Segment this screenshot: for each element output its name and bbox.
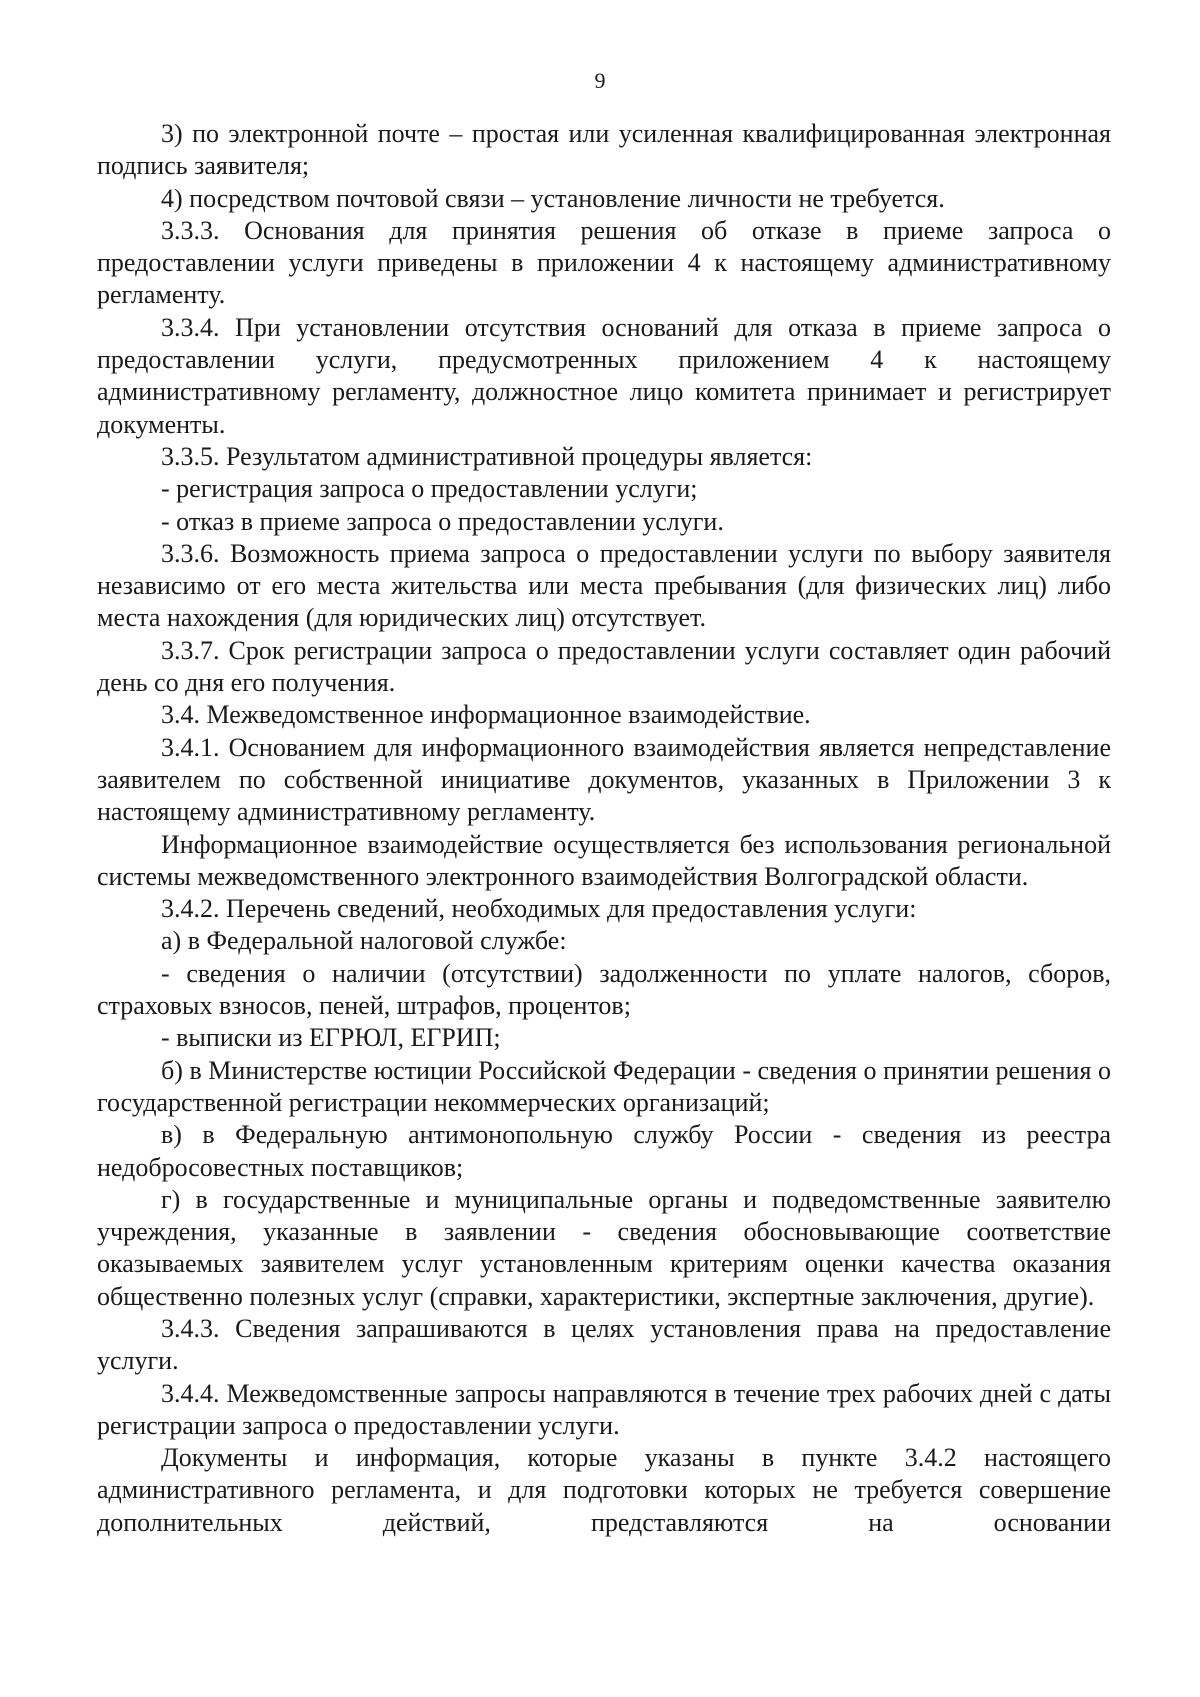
paragraph: 3.4.3. Сведения запрашиваются в целях установления права на предоставление услуги. — [97, 1313, 1111, 1376]
list-item: а) в Федеральной налоговой службе: — [161, 926, 567, 956]
list-item: - отказ в приеме запроса о предоставлении услуги. — [161, 506, 724, 536]
section-heading: 3.4. Межведомственное информационное взаимодействие. — [161, 700, 811, 730]
paragraph: 4) посредством почтовой связи – установление личности не требуется. — [161, 183, 945, 213]
paragraph: 3.3.5. Результатом административной процедуры является: — [161, 441, 813, 471]
paragraph: Документы и информация, которые указаны в пункте 3.4.2 настоящего административного регламента, и для подготовки которых не требуется совершение дополнительных действий, представляются на основании — [97, 1443, 1111, 1537]
list-item: г) в государственные и муниципальные органы и подведомственные заявителю учреждения, указанные в заявлении - сведения обосновывающие соответствие оказываемых заявителем услуг установленным критериям оценки качества оказания общественно полезных услуг (справки, характеристики, экспертные заключения, другие). — [97, 1184, 1111, 1311]
paragraph: 3.3.3. Основания для принятия решения об отказе в приеме запроса о предоставлении услуги приведены в приложении 4 к настоящему административному регламенту. — [97, 215, 1111, 310]
page-number: 9 — [594, 68, 606, 93]
list-item: в) в Федеральную антимонопольную службу России - сведения из реестра недобросовестных поставщиков; — [97, 1120, 1111, 1182]
list-item: - сведения о наличии (отсутствии) задолженности по уплате налогов, сборов, страховых взносов, пеней, штрафов, процентов; — [97, 958, 1111, 1021]
paragraph: 3) по электронной почте – простая или усиленная квалифицированная электронная подпись заявителя; — [97, 119, 1111, 181]
paragraph: 3.4.4. Межведомственные запросы направляются в течение трех рабочих дней с даты регистрации запроса о предоставлении услуги. — [97, 1378, 1111, 1440]
list-item: - выписки из ЕГРЮЛ, ЕГРИП; — [161, 1023, 501, 1053]
paragraph: 3.4.1. Основанием для информационного взаимодействия является непредставление заявителем по собственной инициативе документов, указанных в Приложении 3 к настоящему административному регламенту. — [97, 732, 1111, 827]
paragraph: 3.4.2. Перечень сведений, необходимых для предоставления услуги: — [161, 894, 917, 924]
paragraph: Информационное взаимодействие осуществляется без использования региональной системы межведомственного электронного взаимодействия Волгоградской области. — [97, 829, 1111, 891]
paragraph: 3.3.7. Срок регистрации запроса о предоставлении услуги составляет один рабочий день со дня его получения. — [97, 635, 1111, 698]
list-item: - регистрация запроса о предоставлении услуги; — [161, 474, 698, 504]
document-body — [97, 118, 1111, 1539]
paragraph: 3.3.4. При установлении отсутствия оснований для отказа в приеме запроса о предоставлении услуги, предусмотренных приложением 4 к настоящему административному регламенту, должностное лицо комитета принимает и регистрирует документы. — [97, 312, 1111, 439]
list-item: б) в Министерстве юстиции Российской Федерации - сведения о принятии решения о государственной регистрации некоммерческих организаций; — [97, 1055, 1111, 1117]
paragraph: 3.3.6. Возможность приема запроса о предоставлении услуги по выбору заявителя независимо от его места жительства или места пребывания (для физических лиц) либо места нахождения (для юридических лиц) отсутствует. — [97, 538, 1111, 633]
